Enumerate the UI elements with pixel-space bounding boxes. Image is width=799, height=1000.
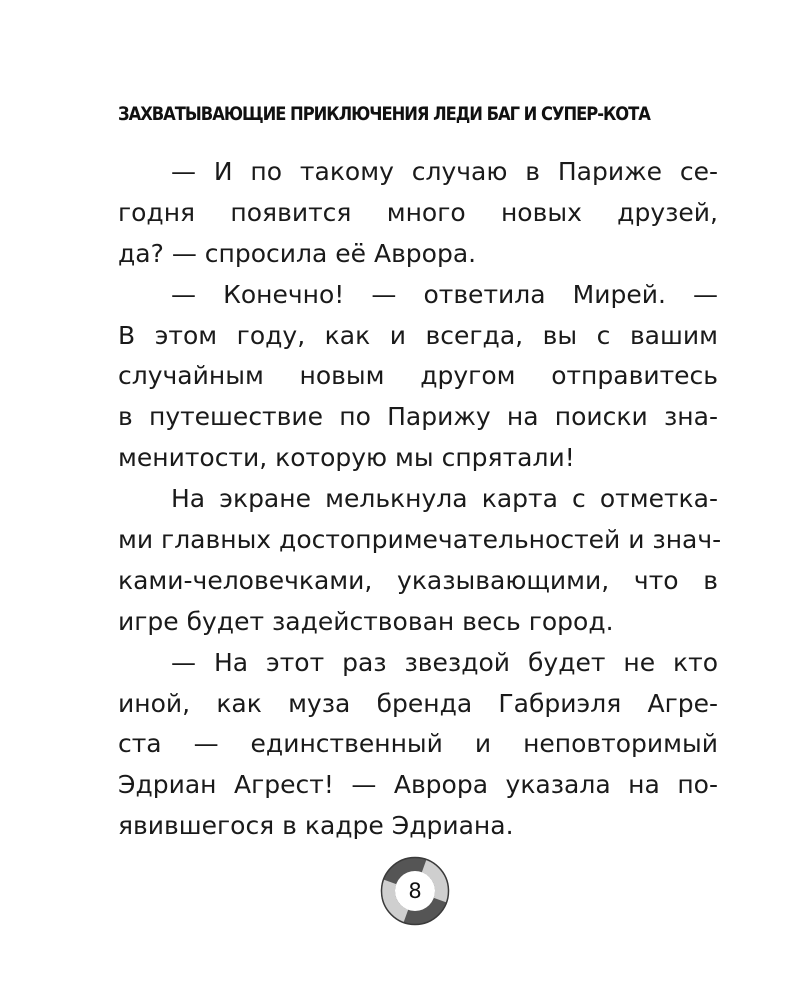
text-line: менитости, которую мы спрятали! [118, 443, 575, 473]
text-line: Эдриан Агрест! — Аврора указала на по- [118, 770, 718, 800]
text-line: игре будет задействован весь город. [118, 606, 614, 636]
text-line: ста — единственный и неповторимый [118, 729, 718, 759]
text-line: — На этот раз звездой будет не кто [171, 647, 718, 677]
text-line: случайным новым другом отправитесь [118, 361, 718, 391]
text-line: В этом году, как и всегда, вы с вашим [118, 320, 718, 350]
running-header: ЗАХВАТЫВАЮЩИЕ ПРИКЛЮЧЕНИЯ ЛЕДИ БАГ И СУПЕР-КОТА [118, 103, 650, 125]
text-line: иной, как муза бренда Габриэля Агре- [118, 688, 718, 718]
text-line: явившегося в кадре Эдриана. [118, 811, 514, 841]
text-line: — И по такому случаю в Париже се- [171, 157, 718, 186]
text-line: ками-человечками, указывающими, что в [118, 565, 718, 595]
text-line: — Конечно! — ответила Мирей. — [171, 279, 718, 309]
page-number-badge [379, 855, 451, 927]
text-line: На экране мелькнула карта с отметка- [171, 484, 718, 514]
body-text [118, 152, 722, 847]
text-line: ми главных достопримечательностей и знач- [118, 525, 722, 555]
text-line: годня появится много новых друзей, [118, 197, 718, 227]
page-number: 8 [408, 879, 422, 903]
text-line: в путешествие по Парижу на поиски зна- [118, 402, 718, 432]
text-line: да? — спросила её Аврора. [118, 238, 477, 268]
